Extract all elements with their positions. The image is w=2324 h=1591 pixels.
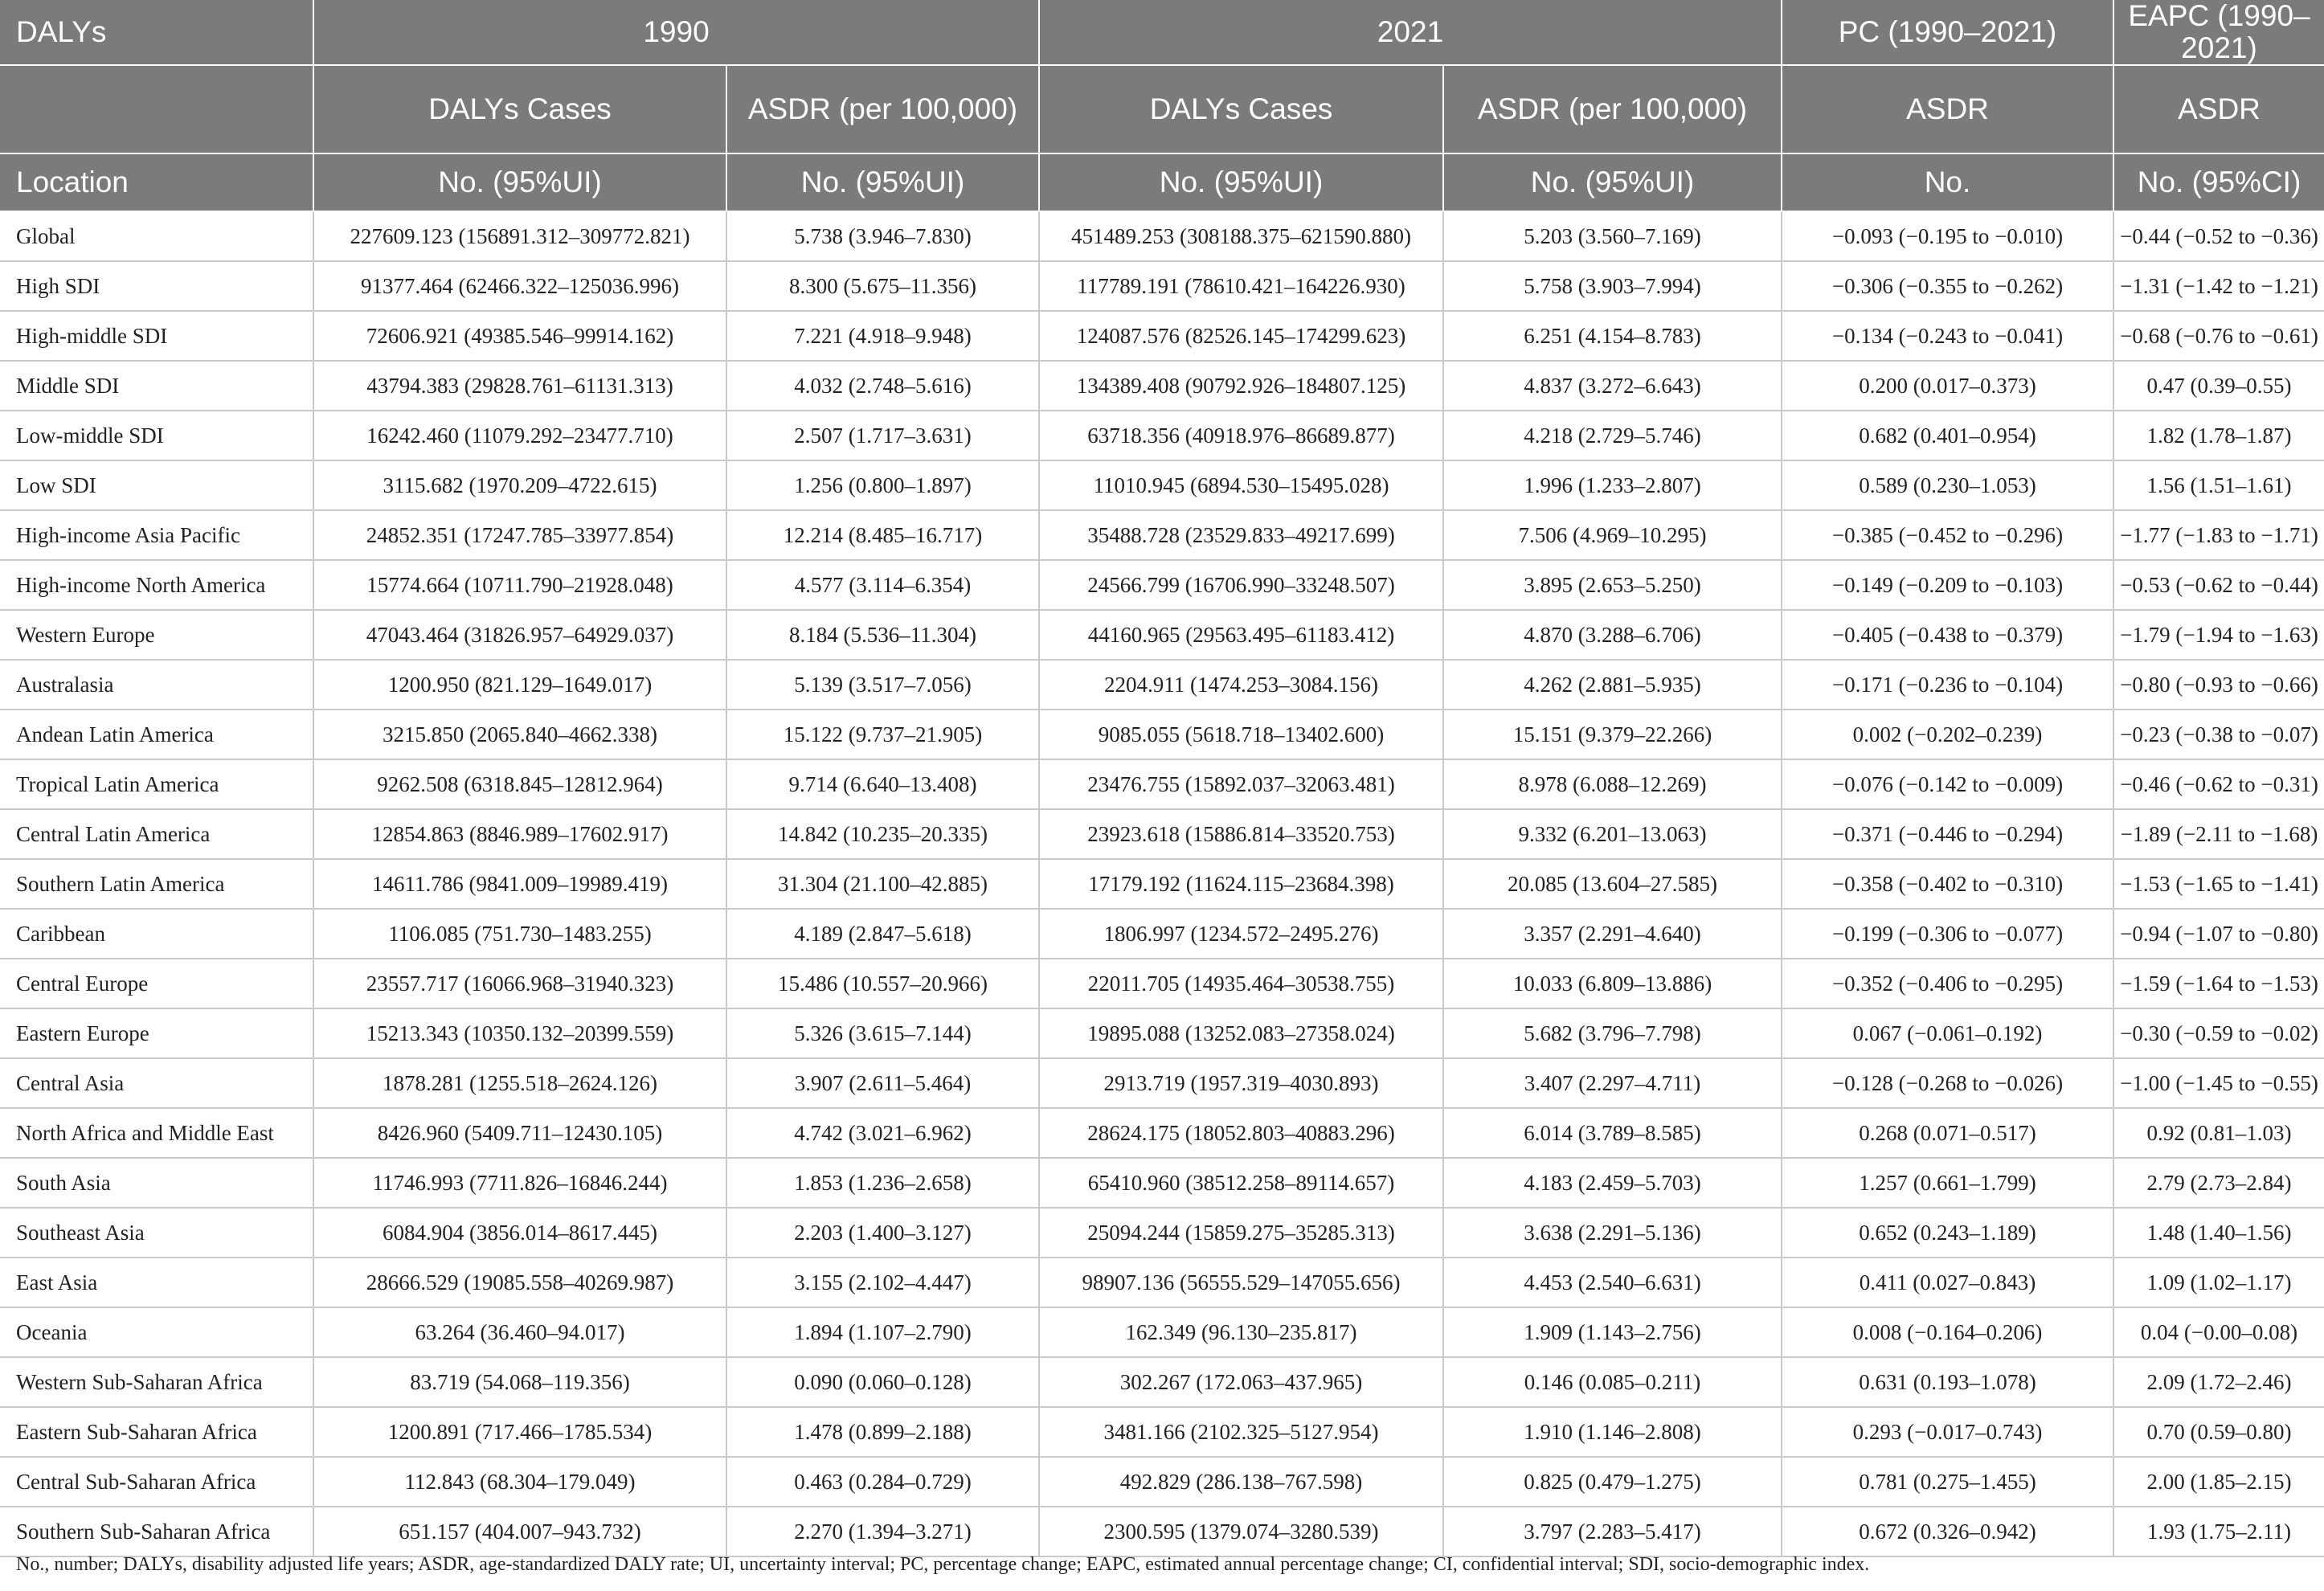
cell-asdr-2021: 10.033 (6.809–13.886): [1443, 959, 1782, 1008]
cell-dalys-cases-1990: 43794.383 (29828.761–61131.313): [313, 361, 726, 411]
cell-asdr-1990: 3.907 (2.611–5.464): [726, 1058, 1039, 1108]
cell-asdr-2021: 0.146 (0.085–0.211): [1443, 1357, 1782, 1407]
header-location: Location: [0, 153, 313, 211]
cell-asdr-2021: 3.357 (2.291–4.640): [1443, 909, 1782, 959]
cell-asdr-1990: 15.486 (10.557–20.966): [726, 959, 1039, 1008]
table-row: [0, 1357, 2324, 1407]
cell-location: South Asia: [0, 1158, 313, 1208]
header-dalys-cases-2021: DALYs Cases: [1039, 65, 1443, 153]
cell-asdr-2021: 4.183 (2.459–5.703): [1443, 1158, 1782, 1208]
cell-location: Western Sub-Saharan Africa: [0, 1357, 313, 1407]
cell-pc-asdr: 0.008 (−0.164–0.206): [1782, 1307, 2113, 1357]
cell-asdr-2021: 4.262 (2.881–5.935): [1443, 660, 1782, 710]
cell-dalys-cases-2021: 98907.136 (56555.529–147055.656): [1039, 1258, 1443, 1307]
header-asdr-1990: ASDR (per 100,000): [726, 65, 1039, 153]
cell-dalys-cases-2021: 2913.719 (1957.319–4030.893): [1039, 1058, 1443, 1108]
cell-asdr-2021: 9.332 (6.201–13.063): [1443, 809, 1782, 859]
cell-location: Central Asia: [0, 1058, 313, 1108]
cell-location: Central Latin America: [0, 809, 313, 859]
cell-location: Caribbean: [0, 909, 313, 959]
cell-eapc-asdr: 1.09 (1.02–1.17): [2113, 1258, 2324, 1307]
cell-dalys-cases-2021: 3481.166 (2102.325–5127.954): [1039, 1407, 1443, 1457]
table-row: [0, 1058, 2324, 1108]
cell-location: Low-middle SDI: [0, 411, 313, 460]
cell-location: High SDI: [0, 261, 313, 311]
cell-asdr-1990: 4.577 (3.114–6.354): [726, 560, 1039, 610]
cell-location: Western Europe: [0, 610, 313, 660]
cell-pc-asdr: 0.200 (0.017–0.373): [1782, 361, 2113, 411]
cell-eapc-asdr: −1.00 (−1.45 to −0.55): [2113, 1058, 2324, 1108]
cell-asdr-1990: 9.714 (6.640–13.408): [726, 759, 1039, 809]
cell-location: East Asia: [0, 1258, 313, 1307]
cell-dalys-cases-2021: 134389.408 (90792.926–184807.125): [1039, 361, 1443, 411]
cell-eapc-asdr: −1.79 (−1.94 to −1.63): [2113, 610, 2324, 660]
cell-dalys-cases-1990: 63.264 (36.460–94.017): [313, 1307, 726, 1357]
cell-asdr-2021: 3.797 (2.283–5.417): [1443, 1507, 1782, 1556]
table-row: [0, 261, 2324, 311]
cell-dalys-cases-1990: 15774.664 (10711.790–21928.048): [313, 560, 726, 610]
cell-pc-asdr: 0.411 (0.027–0.843): [1782, 1258, 2113, 1307]
cell-location: High-income North America: [0, 560, 313, 610]
cell-location: Tropical Latin America: [0, 759, 313, 809]
cell-dalys-cases-1990: 8426.960 (5409.711–12430.105): [313, 1108, 726, 1158]
cell-eapc-asdr: −0.46 (−0.62 to −0.31): [2113, 759, 2324, 809]
cell-asdr-1990: 5.738 (3.946–7.830): [726, 211, 1039, 261]
cell-dalys-cases-2021: 25094.244 (15859.275–35285.313): [1039, 1208, 1443, 1258]
cell-asdr-1990: 14.842 (10.235–20.335): [726, 809, 1039, 859]
cell-dalys-cases-2021: 1806.997 (1234.572–2495.276): [1039, 909, 1443, 959]
cell-asdr-2021: 1.996 (1.233–2.807): [1443, 460, 1782, 510]
cell-pc-asdr: 0.268 (0.071–0.517): [1782, 1108, 2113, 1158]
table-row: [0, 1457, 2324, 1507]
cell-asdr-1990: 1.256 (0.800–1.897): [726, 460, 1039, 510]
cell-pc-asdr: −0.385 (−0.452 to −0.296): [1782, 510, 2113, 560]
cell-eapc-asdr: 1.93 (1.75–2.11): [2113, 1507, 2324, 1556]
table-row: [0, 1407, 2324, 1457]
cell-pc-asdr: 0.781 (0.275–1.455): [1782, 1457, 2113, 1507]
header-pc: PC (1990–2021): [1782, 0, 2113, 65]
cell-dalys-cases-2021: 492.829 (286.138–767.598): [1039, 1457, 1443, 1507]
cell-asdr-1990: 5.139 (3.517–7.056): [726, 660, 1039, 710]
cell-dalys-cases-1990: 6084.904 (3856.014–8617.445): [313, 1208, 726, 1258]
cell-location: Southern Latin America: [0, 859, 313, 909]
cell-dalys-cases-1990: 24852.351 (17247.785–33977.854): [313, 510, 726, 560]
cell-dalys-cases-1990: 1106.085 (751.730–1483.255): [313, 909, 726, 959]
header-no-ui: No. (95%UI): [1443, 153, 1782, 211]
cell-dalys-cases-2021: 2300.595 (1379.074–3280.539): [1039, 1507, 1443, 1556]
table-row: [0, 610, 2324, 660]
cell-asdr-2021: 8.978 (6.088–12.269): [1443, 759, 1782, 809]
cell-pc-asdr: −0.076 (−0.142 to −0.009): [1782, 759, 2113, 809]
header-row-measures: [0, 65, 2324, 153]
cell-pc-asdr: 0.293 (−0.017–0.743): [1782, 1407, 2113, 1457]
table-row: [0, 1258, 2324, 1307]
cell-asdr-1990: 4.742 (3.021–6.962): [726, 1108, 1039, 1158]
cell-eapc-asdr: 2.09 (1.72–2.46): [2113, 1357, 2324, 1407]
header-eapc: EAPC (1990–2021): [2113, 0, 2324, 65]
cell-dalys-cases-2021: 124087.576 (82526.145–174299.623): [1039, 311, 1443, 361]
cell-asdr-1990: 0.463 (0.284–0.729): [726, 1457, 1039, 1507]
cell-dalys-cases-2021: 63718.356 (40918.976–86689.877): [1039, 411, 1443, 460]
cell-asdr-2021: 3.407 (2.297–4.711): [1443, 1058, 1782, 1108]
cell-asdr-1990: 8.184 (5.536–11.304): [726, 610, 1039, 660]
table-header: [0, 0, 2324, 211]
table-row: [0, 560, 2324, 610]
cell-pc-asdr: 0.682 (0.401–0.954): [1782, 411, 2113, 460]
cell-eapc-asdr: −1.89 (−2.11 to −1.68): [2113, 809, 2324, 859]
cell-asdr-1990: 1.478 (0.899–2.188): [726, 1407, 1039, 1457]
cell-dalys-cases-1990: 1200.891 (717.466–1785.534): [313, 1407, 726, 1457]
cell-pc-asdr: 0.672 (0.326–0.942): [1782, 1507, 2113, 1556]
cell-eapc-asdr: −1.31 (−1.42 to −1.21): [2113, 261, 2324, 311]
cell-asdr-2021: 6.251 (4.154–8.783): [1443, 311, 1782, 361]
cell-dalys-cases-1990: 3115.682 (1970.209–4722.615): [313, 460, 726, 510]
cell-asdr-1990: 3.155 (2.102–4.447): [726, 1258, 1039, 1307]
cell-asdr-2021: 6.014 (3.789–8.585): [1443, 1108, 1782, 1158]
header-year-2021: 2021: [1039, 0, 1782, 65]
cell-dalys-cases-1990: 91377.464 (62466.322–125036.996): [313, 261, 726, 311]
header-dalys: DALYs: [0, 0, 313, 65]
cell-asdr-2021: 5.758 (3.903–7.994): [1443, 261, 1782, 311]
cell-dalys-cases-1990: 47043.464 (31826.957–64929.037): [313, 610, 726, 660]
cell-dalys-cases-2021: 23476.755 (15892.037–32063.481): [1039, 759, 1443, 809]
cell-asdr-2021: 3.895 (2.653–5.250): [1443, 560, 1782, 610]
table-row: [0, 361, 2324, 411]
cell-location: Global: [0, 211, 313, 261]
cell-dalys-cases-1990: 9262.508 (6318.845–12812.964): [313, 759, 726, 809]
table-row: [0, 859, 2324, 909]
cell-asdr-1990: 7.221 (4.918–9.948): [726, 311, 1039, 361]
cell-location: Southern Sub-Saharan Africa: [0, 1507, 313, 1556]
table-row: [0, 660, 2324, 710]
cell-pc-asdr: 0.631 (0.193–1.078): [1782, 1357, 2113, 1407]
cell-asdr-1990: 12.214 (8.485–16.717): [726, 510, 1039, 560]
cell-eapc-asdr: −0.30 (−0.59 to −0.02): [2113, 1008, 2324, 1058]
cell-eapc-asdr: 0.92 (0.81–1.03): [2113, 1108, 2324, 1158]
table-row: [0, 759, 2324, 809]
cell-asdr-2021: 4.453 (2.540–6.631): [1443, 1258, 1782, 1307]
cell-eapc-asdr: 1.48 (1.40–1.56): [2113, 1208, 2324, 1258]
cell-pc-asdr: −0.352 (−0.406 to −0.295): [1782, 959, 2113, 1008]
cell-pc-asdr: 0.589 (0.230–1.053): [1782, 460, 2113, 510]
cell-dalys-cases-1990: 83.719 (54.068–119.356): [313, 1357, 726, 1407]
cell-dalys-cases-2021: 117789.191 (78610.421–164226.930): [1039, 261, 1443, 311]
cell-location: Andean Latin America: [0, 710, 313, 759]
cell-location: Southeast Asia: [0, 1208, 313, 1258]
cell-asdr-1990: 1.853 (1.236–2.658): [726, 1158, 1039, 1208]
cell-asdr-1990: 2.203 (1.400–3.127): [726, 1208, 1039, 1258]
cell-pc-asdr: −0.128 (−0.268 to −0.026): [1782, 1058, 2113, 1108]
cell-asdr-1990: 15.122 (9.737–21.905): [726, 710, 1039, 759]
cell-eapc-asdr: −1.59 (−1.64 to −1.53): [2113, 959, 2324, 1008]
cell-dalys-cases-2021: 23923.618 (15886.814–33520.753): [1039, 809, 1443, 859]
cell-location: North Africa and Middle East: [0, 1108, 313, 1158]
cell-dalys-cases-1990: 3215.850 (2065.840–4662.338): [313, 710, 726, 759]
cell-eapc-asdr: −0.23 (−0.38 to −0.07): [2113, 710, 2324, 759]
cell-dalys-cases-1990: 28666.529 (19085.558–40269.987): [313, 1258, 726, 1307]
cell-dalys-cases-1990: 1200.950 (821.129–1649.017): [313, 660, 726, 710]
cell-pc-asdr: 1.257 (0.661–1.799): [1782, 1158, 2113, 1208]
cell-asdr-2021: 15.151 (9.379–22.266): [1443, 710, 1782, 759]
cell-asdr-1990: 4.189 (2.847–5.618): [726, 909, 1039, 959]
cell-pc-asdr: 0.067 (−0.061–0.192): [1782, 1008, 2113, 1058]
cell-pc-asdr: −0.171 (−0.236 to −0.104): [1782, 660, 2113, 710]
cell-dalys-cases-2021: 35488.728 (23529.833–49217.699): [1039, 510, 1443, 560]
cell-eapc-asdr: 0.70 (0.59–0.80): [2113, 1407, 2324, 1457]
cell-asdr-1990: 31.304 (21.100–42.885): [726, 859, 1039, 909]
table-row: [0, 411, 2324, 460]
cell-location: High-income Asia Pacific: [0, 510, 313, 560]
cell-dalys-cases-1990: 651.157 (404.007–943.732): [313, 1507, 726, 1556]
cell-pc-asdr: −0.405 (−0.438 to −0.379): [1782, 610, 2113, 660]
header-row-units: [0, 153, 2324, 211]
cell-pc-asdr: −0.149 (−0.209 to −0.103): [1782, 560, 2113, 610]
cell-dalys-cases-1990: 23557.717 (16066.968–31940.323): [313, 959, 726, 1008]
cell-dalys-cases-2021: 9085.055 (5618.718–13402.600): [1039, 710, 1443, 759]
header-blank: [0, 65, 313, 153]
cell-eapc-asdr: 0.47 (0.39–0.55): [2113, 361, 2324, 411]
table-row: [0, 1307, 2324, 1357]
table-row: [0, 710, 2324, 759]
cell-asdr-1990: 4.032 (2.748–5.616): [726, 361, 1039, 411]
cell-eapc-asdr: 1.82 (1.78–1.87): [2113, 411, 2324, 460]
cell-pc-asdr: −0.199 (−0.306 to −0.077): [1782, 909, 2113, 959]
cell-location: Low SDI: [0, 460, 313, 510]
table-row: [0, 1008, 2324, 1058]
cell-asdr-2021: 7.506 (4.969–10.295): [1443, 510, 1782, 560]
table-row: [0, 460, 2324, 510]
cell-location: High-middle SDI: [0, 311, 313, 361]
cell-pc-asdr: −0.093 (−0.195 to −0.010): [1782, 211, 2113, 261]
cell-dalys-cases-2021: 28624.175 (18052.803–40883.296): [1039, 1108, 1443, 1158]
cell-asdr-2021: 1.910 (1.146–2.808): [1443, 1407, 1782, 1457]
cell-eapc-asdr: 0.04 (−0.00–0.08): [2113, 1307, 2324, 1357]
table-row: [0, 1208, 2324, 1258]
cell-pc-asdr: 0.002 (−0.202–0.239): [1782, 710, 2113, 759]
cell-dalys-cases-2021: 24566.799 (16706.990–33248.507): [1039, 560, 1443, 610]
cell-asdr-1990: 0.090 (0.060–0.128): [726, 1357, 1039, 1407]
cell-location: Central Europe: [0, 959, 313, 1008]
cell-dalys-cases-1990: 14611.786 (9841.009–19989.419): [313, 859, 726, 909]
table-row: [0, 1158, 2324, 1208]
cell-pc-asdr: −0.358 (−0.402 to −0.310): [1782, 859, 2113, 909]
cell-asdr-2021: 4.870 (3.288–6.706): [1443, 610, 1782, 660]
cell-dalys-cases-1990: 112.843 (68.304–179.049): [313, 1457, 726, 1507]
cell-asdr-2021: 4.218 (2.729–5.746): [1443, 411, 1782, 460]
table-row: [0, 510, 2324, 560]
cell-eapc-asdr: −1.53 (−1.65 to −1.41): [2113, 859, 2324, 909]
cell-dalys-cases-1990: 1878.281 (1255.518–2624.126): [313, 1058, 726, 1108]
cell-dalys-cases-2021: 44160.965 (29563.495–61183.412): [1039, 610, 1443, 660]
table-row: [0, 211, 2324, 261]
cell-dalys-cases-2021: 19895.088 (13252.083–27358.024): [1039, 1008, 1443, 1058]
cell-asdr-2021: 5.682 (3.796–7.798): [1443, 1008, 1782, 1058]
table-body: [0, 211, 2324, 1556]
cell-dalys-cases-1990: 72606.921 (49385.546–99914.162): [313, 311, 726, 361]
table-row: [0, 959, 2324, 1008]
table-row: [0, 909, 2324, 959]
cell-dalys-cases-1990: 11746.993 (7711.826–16846.244): [313, 1158, 726, 1208]
cell-dalys-cases-2021: 162.349 (96.130–235.817): [1039, 1307, 1443, 1357]
cell-asdr-2021: 20.085 (13.604–27.585): [1443, 859, 1782, 909]
cell-asdr-1990: 2.507 (1.717–3.631): [726, 411, 1039, 460]
header-no-ui: No. (95%UI): [313, 153, 726, 211]
cell-eapc-asdr: 2.00 (1.85–2.15): [2113, 1457, 2324, 1507]
header-row-years: [0, 0, 2324, 65]
cell-eapc-asdr: −0.44 (−0.52 to −0.36): [2113, 211, 2324, 261]
cell-eapc-asdr: −0.53 (−0.62 to −0.44): [2113, 560, 2324, 610]
cell-pc-asdr: −0.306 (−0.355 to −0.262): [1782, 261, 2113, 311]
cell-dalys-cases-1990: 227609.123 (156891.312–309772.821): [313, 211, 726, 261]
cell-location: Eastern Sub-Saharan Africa: [0, 1407, 313, 1457]
cell-eapc-asdr: 1.56 (1.51–1.61): [2113, 460, 2324, 510]
cell-asdr-1990: 1.894 (1.107–2.790): [726, 1307, 1039, 1357]
cell-eapc-asdr: 2.79 (2.73–2.84): [2113, 1158, 2324, 1208]
cell-eapc-asdr: −0.94 (−1.07 to −0.80): [2113, 909, 2324, 959]
cell-dalys-cases-2021: 22011.705 (14935.464–30538.755): [1039, 959, 1443, 1008]
table-footnote: No., number; DALYs, disability adjusted life years; ASDR, age-standardized DALY rate; UI, uncertainty interval; PC, percentage change; EAPC, estimated annual percentage change; CI, confidential interval; SDI, socio-demographic index.: [16, 1554, 1870, 1575]
cell-asdr-2021: 5.203 (3.560–7.169): [1443, 211, 1782, 261]
cell-asdr-1990: 8.300 (5.675–11.356): [726, 261, 1039, 311]
header-pc-asdr: ASDR: [1782, 65, 2113, 153]
cell-dalys-cases-1990: 12854.863 (8846.989–17602.917): [313, 809, 726, 859]
cell-pc-asdr: −0.134 (−0.243 to −0.041): [1782, 311, 2113, 361]
cell-asdr-1990: 2.270 (1.394–3.271): [726, 1507, 1039, 1556]
cell-asdr-2021: 3.638 (2.291–5.136): [1443, 1208, 1782, 1258]
header-eapc-asdr: ASDR: [2113, 65, 2324, 153]
cell-eapc-asdr: −0.80 (−0.93 to −0.66): [2113, 660, 2324, 710]
cell-dalys-cases-2021: 11010.945 (6894.530–15495.028): [1039, 460, 1443, 510]
table-row: [0, 809, 2324, 859]
cell-location: Central Sub-Saharan Africa: [0, 1457, 313, 1507]
cell-asdr-2021: 4.837 (3.272–6.643): [1443, 361, 1782, 411]
cell-dalys-cases-1990: 15213.343 (10350.132–20399.559): [313, 1008, 726, 1058]
cell-dalys-cases-2021: 451489.253 (308188.375–621590.880): [1039, 211, 1443, 261]
cell-dalys-cases-1990: 16242.460 (11079.292–23477.710): [313, 411, 726, 460]
cell-location: Australasia: [0, 660, 313, 710]
cell-dalys-cases-2021: 302.267 (172.063–437.965): [1039, 1357, 1443, 1407]
cell-location: Oceania: [0, 1307, 313, 1357]
cell-dalys-cases-2021: 17179.192 (11624.115–23684.398): [1039, 859, 1443, 909]
header-asdr-2021: ASDR (per 100,000): [1443, 65, 1782, 153]
cell-asdr-2021: 1.909 (1.143–2.756): [1443, 1307, 1782, 1357]
cell-pc-asdr: −0.371 (−0.446 to −0.294): [1782, 809, 2113, 859]
cell-asdr-2021: 0.825 (0.479–1.275): [1443, 1457, 1782, 1507]
cell-location: Middle SDI: [0, 361, 313, 411]
table-row: [0, 311, 2324, 361]
cell-dalys-cases-2021: 65410.960 (38512.258–89114.657): [1039, 1158, 1443, 1208]
header-no: No.: [1782, 153, 2113, 211]
header-no-ui: No. (95%UI): [726, 153, 1039, 211]
cell-eapc-asdr: −1.77 (−1.83 to −1.71): [2113, 510, 2324, 560]
cell-dalys-cases-2021: 2204.911 (1474.253–3084.156): [1039, 660, 1443, 710]
header-no-ci: No. (95%CI): [2113, 153, 2324, 211]
header-no-ui: No. (95%UI): [1039, 153, 1443, 211]
cell-eapc-asdr: −0.68 (−0.76 to −0.61): [2113, 311, 2324, 361]
table-row: [0, 1108, 2324, 1158]
table-row: [0, 1507, 2324, 1556]
header-year-1990: 1990: [313, 0, 1039, 65]
cell-location: Eastern Europe: [0, 1008, 313, 1058]
cell-asdr-1990: 5.326 (3.615–7.144): [726, 1008, 1039, 1058]
header-dalys-cases-1990: DALYs Cases: [313, 65, 726, 153]
cell-pc-asdr: 0.652 (0.243–1.189): [1782, 1208, 2113, 1258]
